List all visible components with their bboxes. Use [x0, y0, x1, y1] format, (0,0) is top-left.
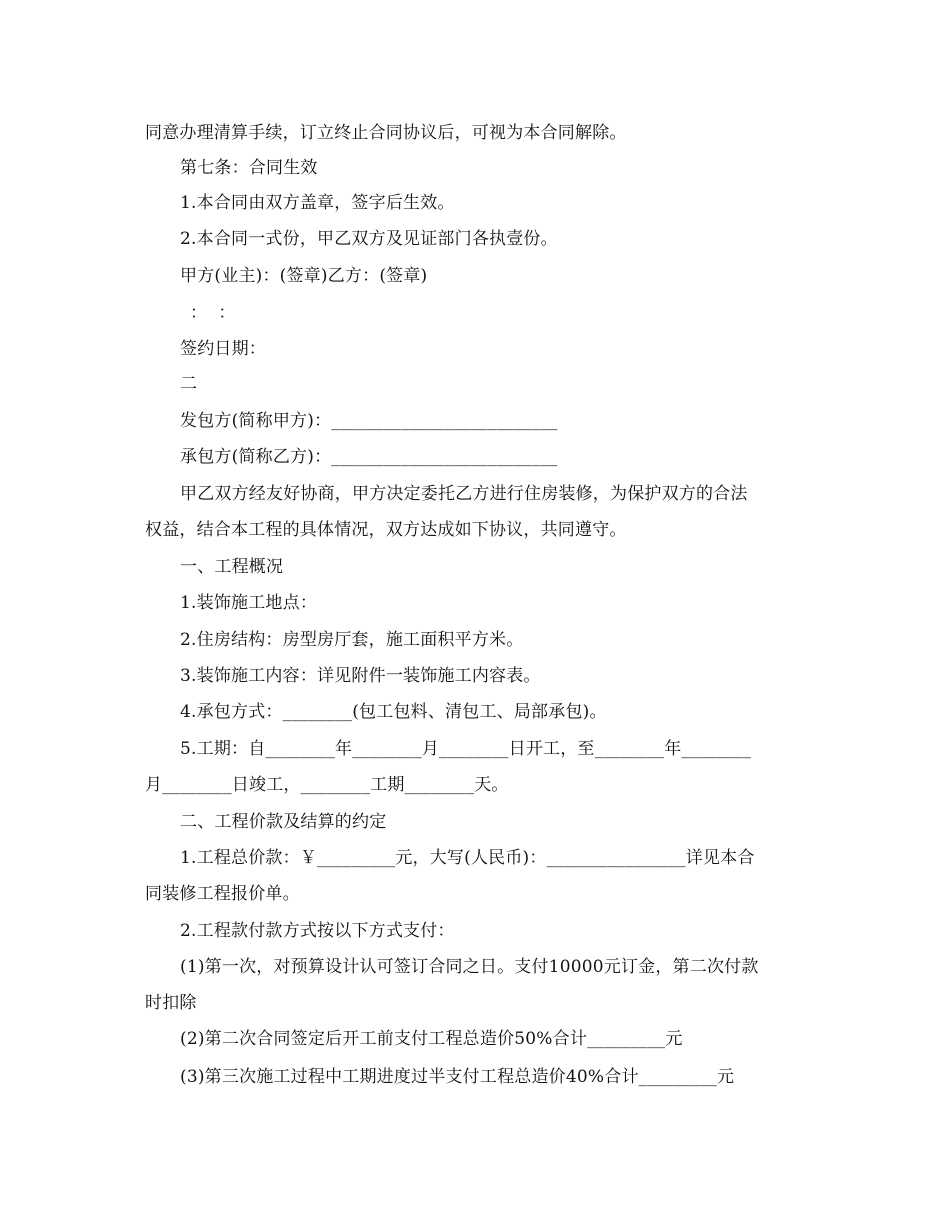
clause-line: 同装修工程报价单。 — [145, 884, 300, 904]
paragraph-line: 甲乙双方经友好协商，甲方决定委托乙方进行住房装修，为保护双方的合法 — [180, 484, 748, 504]
clause-line: 1.工程总价款：￥_________元，大写(人民币)：________________详见本合 — [180, 848, 755, 868]
clause-line: 1.装饰施工地点： — [180, 593, 318, 613]
clause-line: 5.工期：自________年________月________日开工，至________年________ — [180, 739, 752, 759]
clause-line: 4.承包方式：________(包工包料、清包工、局部承包)。 — [180, 702, 607, 722]
clause-line: (1)第一次，对预算设计认可签订合同之日。支付10000元订金，第二次付款 — [180, 957, 759, 977]
section-heading: 二、工程价款及结算的约定 — [180, 812, 387, 832]
section-heading: 一、工程概况 — [180, 557, 284, 577]
clause-line: (3)第三次施工过程中工期进度过半支付工程总造价40%合计_________元 — [180, 1067, 735, 1087]
paragraph-line: 权益，结合本工程的具体情况，双方达成如下协议，共同遵守。 — [145, 520, 627, 540]
signature-line: 甲方(业主)：(签章)乙方：(签章) — [180, 266, 428, 286]
clause-line: 2.住房结构：房型房厅套，施工面积平方米。 — [180, 630, 524, 650]
signing-date-line: 签约日期： — [180, 339, 266, 359]
party-a-line: 发包方(简称甲方)：__________________________ — [180, 411, 558, 431]
clause-line: 1.本合同由双方盖章，签字后生效。 — [180, 193, 455, 213]
clause-line: 时扣除 — [145, 993, 197, 1013]
party-b-line: 承包方(简称乙方)：__________________________ — [180, 447, 558, 467]
clause-line: 月________日竣工，________工期________天。 — [145, 775, 509, 795]
paragraph-line: 同意办理清算手续，订立终止合同协议后，可视为本合同解除。 — [145, 123, 627, 143]
section-number: 二 — [180, 374, 198, 394]
section-heading: 第七条：合同生效 — [180, 158, 318, 178]
clause-line: 2.工程款付款方式按以下方式支付： — [180, 921, 455, 941]
signature-colons: ： ： — [190, 303, 236, 323]
clause-line: 3.装饰施工内容：详见附件一装饰施工内容表。 — [180, 666, 541, 686]
clause-line: (2)第二次合同签定后开工前支付工程总造价50%合计_________元 — [180, 1029, 683, 1049]
clause-line: 2.本合同一式份，甲乙双方及见证部门各执壹份。 — [180, 229, 558, 249]
